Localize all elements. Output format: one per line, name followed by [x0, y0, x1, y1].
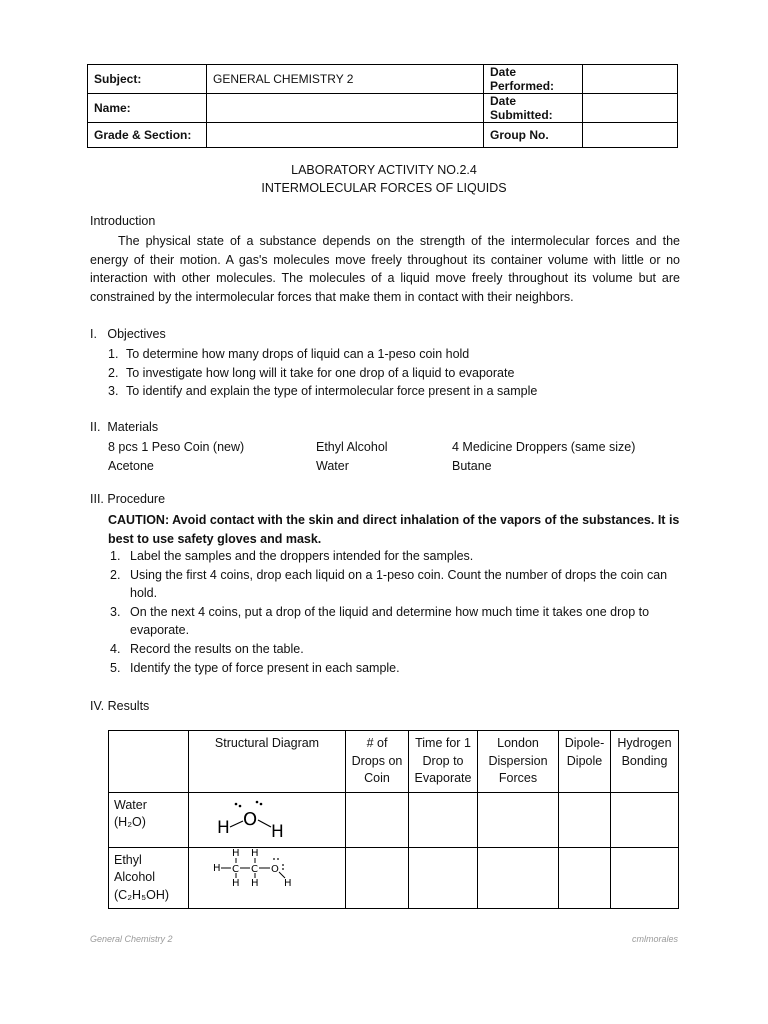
hydrogen-atom: H — [271, 821, 284, 842]
material-item: Ethyl Alcohol — [316, 440, 388, 454]
column-header: Hydrogen Bonding — [611, 731, 679, 793]
london-cell[interactable] — [478, 792, 559, 847]
table-row — [109, 792, 679, 847]
time-cell[interactable] — [409, 847, 478, 909]
ethanol-atoms — [213, 848, 292, 889]
bond-line — [230, 821, 243, 827]
material-item: Water — [316, 458, 349, 473]
dipole-cell[interactable] — [559, 847, 611, 909]
sample-cell: Water (H₂O) — [109, 792, 189, 847]
drops-cell[interactable] — [346, 847, 409, 909]
results-table — [108, 730, 679, 909]
name-label: Name: — [88, 94, 207, 123]
subject-label: Subject: — [88, 65, 207, 94]
group-no-field[interactable] — [583, 123, 678, 148]
materials-heading: II. Materials — [90, 420, 159, 434]
lone-pair-dot — [239, 804, 242, 807]
lone-pair-dot — [260, 802, 263, 805]
svg-text:C: C — [251, 863, 258, 875]
hydrogen-atom: H — [217, 817, 230, 838]
ethanol-structure-diagram — [189, 848, 339, 902]
material-item: Acetone — [108, 458, 154, 473]
london-cell[interactable] — [478, 847, 559, 909]
material-item: Butane — [452, 458, 492, 473]
sample-cell: Ethyl Alcohol (C₂H₅OH) — [109, 847, 189, 909]
lone-pair-dot — [256, 800, 259, 803]
subject-value: GENERAL CHEMISTRY 2 — [207, 65, 484, 94]
list-item: 2. To investigate how long will it take for one drop of a liquid to evaporate — [108, 365, 515, 380]
materials-col-3 — [452, 438, 635, 475]
structure-cell — [189, 847, 346, 909]
structure-cell — [189, 792, 346, 847]
column-header: London Dispersion Forces — [478, 731, 559, 793]
list-item: 2. Using the first 4 coins, drop each liquid on a 1-peso coin. Count the number of drops the coin can hold. — [110, 567, 668, 601]
objectives-list — [108, 345, 537, 401]
lone-pair-dot — [235, 802, 238, 805]
column-header: Structural Diagram — [189, 731, 346, 793]
list-item: 3. To identify and explain the type of intermolecular force present in a sample — [108, 384, 538, 399]
grade-section-field[interactable] — [207, 123, 484, 148]
introduction-text: The physical state of a substance depends on the strength of the intermolecular forces and the energy of their motion. A gas's molecules move freely throughout its container volume with little or no interaction with other molecules. The molecules of a liquid move freely throughout its volume but are constrained by the intermolecular forces that make them in contact with their neighbors. — [90, 234, 680, 304]
svg-text:H: H — [232, 877, 240, 889]
svg-text:O: O — [271, 863, 279, 875]
time-cell[interactable] — [409, 792, 478, 847]
results-heading: IV. Results — [90, 699, 150, 713]
hydrogen-bond-cell[interactable] — [611, 847, 679, 909]
svg-text:H: H — [251, 847, 259, 859]
column-header — [109, 731, 189, 793]
footer-right: cmlmorales — [631, 934, 678, 944]
list-item: 1. To determine how many drops of liquid can a 1-peso coin hold — [108, 347, 470, 361]
list-item: 1. Label the samples and the droppers intended for the samples. — [110, 549, 474, 563]
activity-title: LABORATORY ACTIVITY NO.2.4 — [291, 163, 477, 177]
svg-text:H: H — [213, 862, 221, 874]
list-item: 5. Identify the type of force present in each sample. — [110, 660, 400, 675]
materials-col-2 — [316, 438, 388, 475]
header-info-table — [87, 64, 678, 148]
material-item: 4 Medicine Droppers (same size) — [452, 440, 636, 454]
water-structure-diagram — [189, 793, 339, 847]
footer-left: General Chemistry 2 — [90, 934, 173, 944]
activity-subtitle: INTERMOLECULAR FORCES OF LIQUIDS — [261, 181, 507, 195]
date-performed-field[interactable] — [583, 65, 678, 94]
table-header-row — [109, 731, 679, 793]
hydrogen-bond-cell[interactable] — [611, 792, 679, 847]
objectives-heading: I. Objectives — [90, 327, 166, 341]
column-header: # of Drops on Coin — [346, 731, 409, 793]
grade-section-label: Grade & Section: — [88, 123, 207, 148]
date-submitted-field[interactable] — [583, 94, 678, 123]
group-no-label: Group No. — [484, 123, 583, 148]
svg-text:C: C — [232, 863, 239, 875]
table-row — [109, 847, 679, 909]
date-performed-label: Date Performed: — [484, 65, 583, 94]
name-field[interactable] — [207, 94, 484, 123]
drops-cell[interactable] — [346, 792, 409, 847]
material-item: 8 pcs 1 Peso Coin (new) — [108, 440, 245, 454]
list-item: 4. Record the results on the table. — [110, 641, 304, 656]
date-submitted-label: Date Submitted: — [484, 94, 583, 123]
introduction-heading: Introduction — [90, 214, 156, 228]
list-item: 3. On the next 4 coins, put a drop of the liquid and determine how much time it takes one drop to evaporate. — [110, 604, 650, 638]
materials-col-1 — [108, 438, 244, 475]
svg-text:H: H — [232, 847, 240, 859]
svg-text:H: H — [251, 877, 259, 889]
caution-text: CAUTION: Avoid contact with the skin and direct inhalation of the vapors of the substances. It is best to use safety gloves and mask. — [108, 513, 680, 546]
bond-line — [258, 820, 271, 827]
oxygen-atom: O — [243, 808, 258, 830]
dipole-cell[interactable] — [559, 792, 611, 847]
column-header: Time for 1 Drop to Evaporate — [409, 731, 478, 793]
svg-text:H: H — [284, 877, 292, 889]
procedure-list — [108, 547, 682, 677]
procedure-heading: III. Procedure — [90, 492, 166, 506]
column-header: Dipole-Dipole — [559, 731, 611, 793]
